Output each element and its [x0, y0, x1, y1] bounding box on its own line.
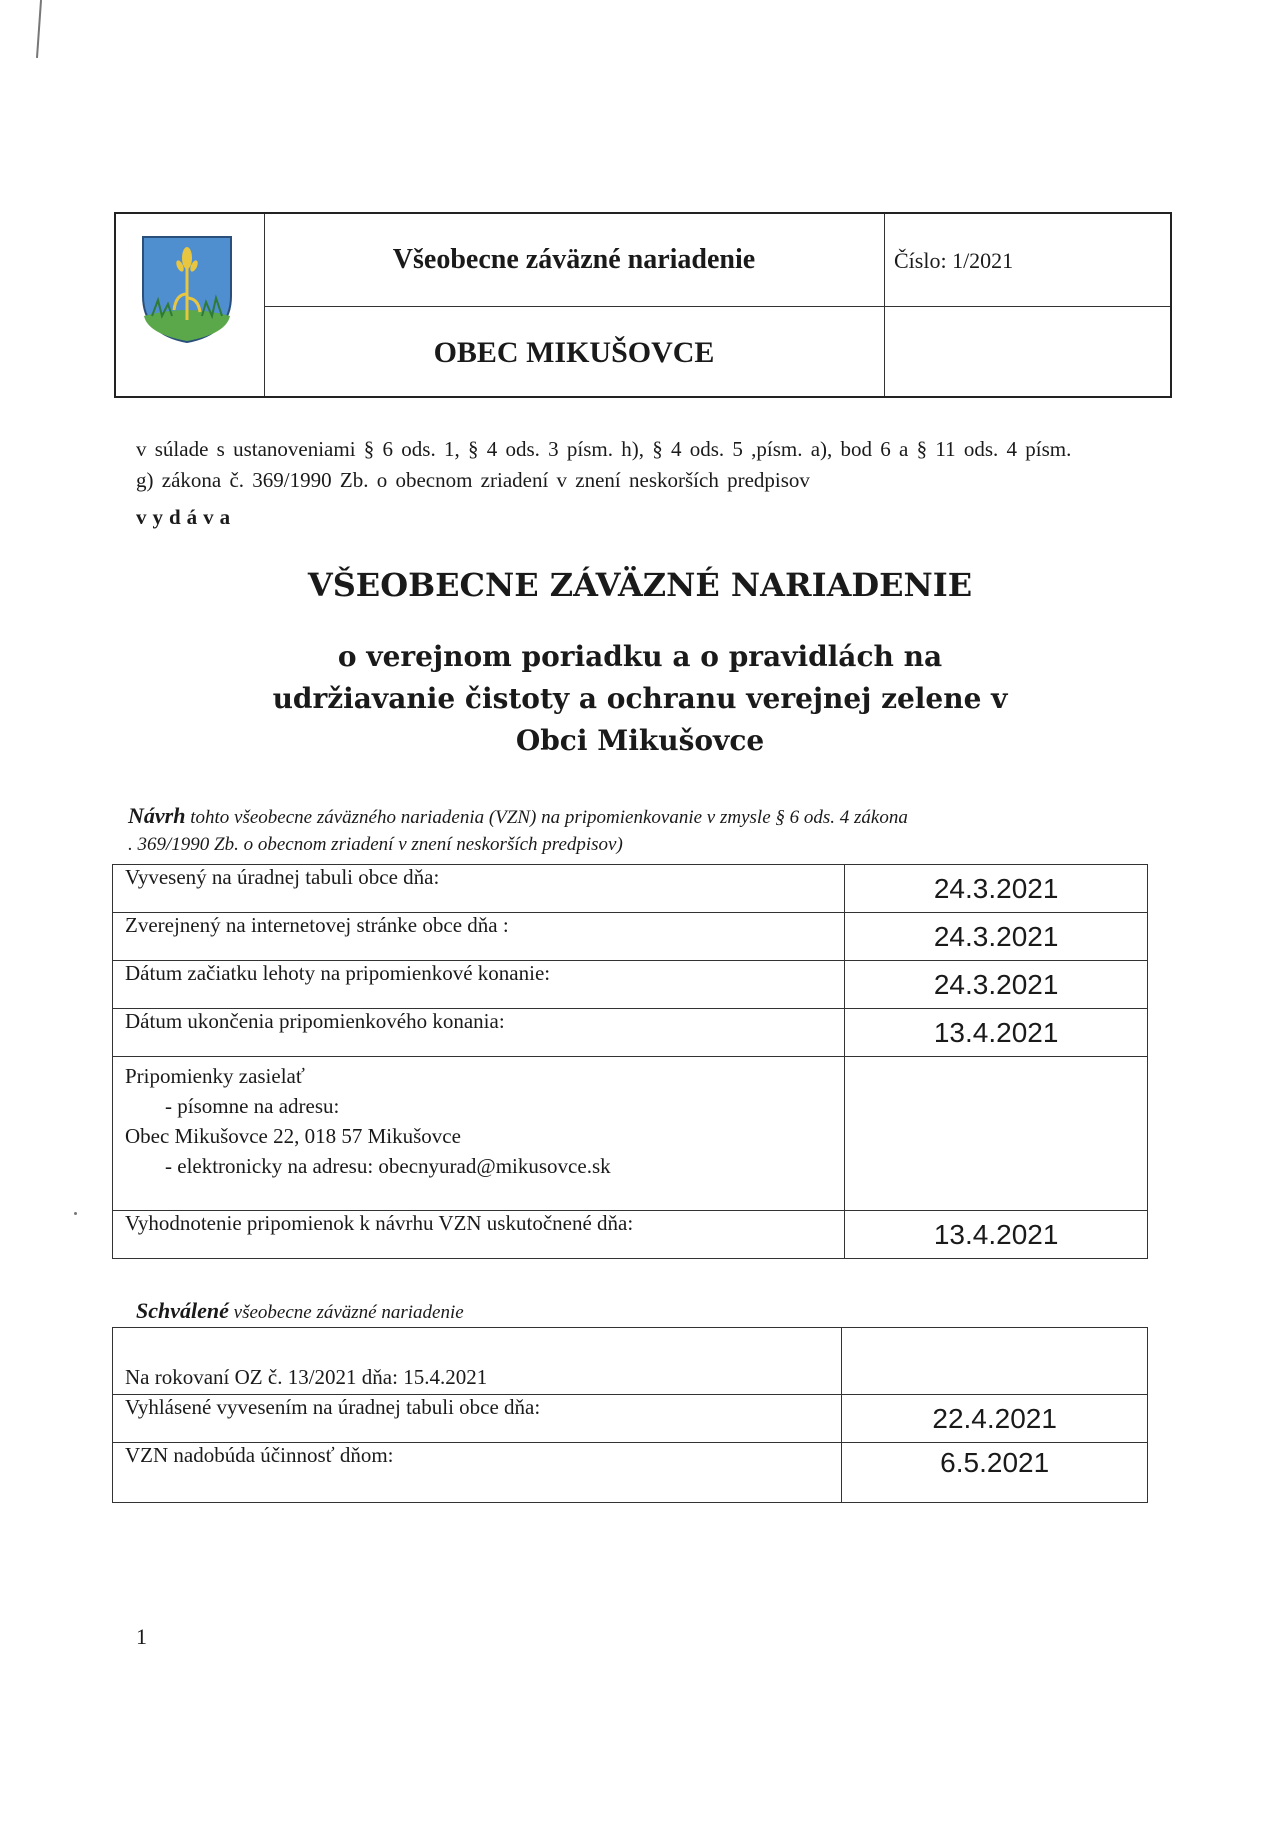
row-date: 24.3.2021 [845, 913, 1148, 961]
row-date: 24.3.2021 [845, 961, 1148, 1009]
empty-cell [845, 1057, 1148, 1211]
header-title: Všeobecne záväzné nariadenie [392, 244, 756, 275]
row-date: 13.4.2021 [845, 1009, 1148, 1057]
subtitle-line-3: Obci Mikušovce [515, 724, 765, 757]
municipality-name: OBEC MIKUŠOVCE [433, 336, 715, 369]
draft-table [112, 864, 1148, 1259]
comments-cell [113, 1057, 845, 1211]
draft-note-bold: Návrh [128, 803, 186, 828]
scan-artifact-dot [74, 1212, 77, 1215]
row-label: Vyhlásené vyvesením na úradnej tabuli obce dňa: [113, 1395, 842, 1443]
table-row [113, 1443, 1148, 1503]
document-number: Číslo: 1/2021 [894, 248, 1014, 273]
legal-basis-line-2: g) zákona č. 369/1990 Zb. o obecnom zriadení v znení neskorších predpisov [136, 468, 810, 492]
row-date [842, 1328, 1148, 1395]
approved-note [136, 1298, 464, 1324]
table-row [113, 1211, 1148, 1259]
table-row [113, 1328, 1148, 1395]
row-label: Vyhodnotenie pripomienok k návrhu VZN uskutočnené dňa: [113, 1211, 845, 1259]
subtitle-line-1: o verejnom poriadku a o pravidlách na [337, 640, 943, 673]
document-subtitle [0, 636, 1280, 762]
document-header [114, 212, 1172, 398]
row-label: Na rokovaní OZ č. 13/2021 dňa: 15.4.2021 [113, 1328, 842, 1395]
draft-note-text: tohto všeobecne záväzného nariadenia (VZN) na pripomienkovanie v zmysle § 6 ods. 4 zákona [190, 807, 908, 828]
table-row [113, 1395, 1148, 1443]
draft-note [128, 802, 1188, 858]
table-row [113, 913, 1148, 961]
comments-bullet-1: - písomne na adresu: [165, 1094, 340, 1118]
row-date: 6.5.2021 [842, 1443, 1148, 1503]
table-row [113, 1057, 1148, 1211]
table-row [113, 961, 1148, 1009]
table-row [113, 865, 1148, 913]
issues-label: vydáva [136, 505, 237, 529]
wheat-crest-icon [140, 234, 234, 346]
approved-note-text: všeobecne záväzné nariadenie [233, 1302, 464, 1323]
row-date: 13.4.2021 [845, 1211, 1148, 1259]
table-row [113, 1009, 1148, 1057]
row-label: Vyvesený na úradnej tabuli obce dňa: [113, 865, 845, 913]
legal-basis-line-1: v súlade s ustanoveniami § 6 ods. 1, § 4 ods. 3 písm. h), § 4 ods. 5 ,písm. a), bod 6 a § 11 ods. 4 písm. [136, 437, 1072, 461]
approved-table [112, 1327, 1148, 1503]
approved-note-bold: Schválené [136, 1298, 229, 1323]
comments-address: Obec Mikušovce 22, 018 57 Mikušovce [125, 1124, 461, 1148]
row-label: Dátum začiatku lehoty na pripomienkové konanie: [113, 961, 845, 1009]
scan-artifact-line [36, 0, 42, 58]
row-label: Dátum ukončenia pripomienkového konania: [113, 1009, 845, 1057]
comments-bullet-2: - elektronicky na adresu: obecnyurad@mikusovce.sk [165, 1154, 611, 1178]
row-date: 24.3.2021 [845, 865, 1148, 913]
row-label: VZN nadobúda účinnosť dňom: [113, 1443, 842, 1503]
row-label: Zverejnený na internetovej stránke obce dňa : [113, 913, 845, 961]
comments-heading: Pripomienky zasielať [125, 1064, 305, 1088]
subtitle-line-2: udržiavanie čistoty a ochranu verejnej zelene v [272, 682, 1008, 715]
draft-note-line-2: . 369/1990 Zb. o obecnom zriadení v znení neskorších predpisov) [128, 834, 623, 855]
page-number: 1 [136, 1624, 147, 1649]
row-date: 22.4.2021 [842, 1395, 1148, 1443]
legal-basis [136, 434, 1156, 496]
document-title: VŠEOBECNE ZÁVÄZNÉ NARIADENIE [307, 566, 973, 604]
